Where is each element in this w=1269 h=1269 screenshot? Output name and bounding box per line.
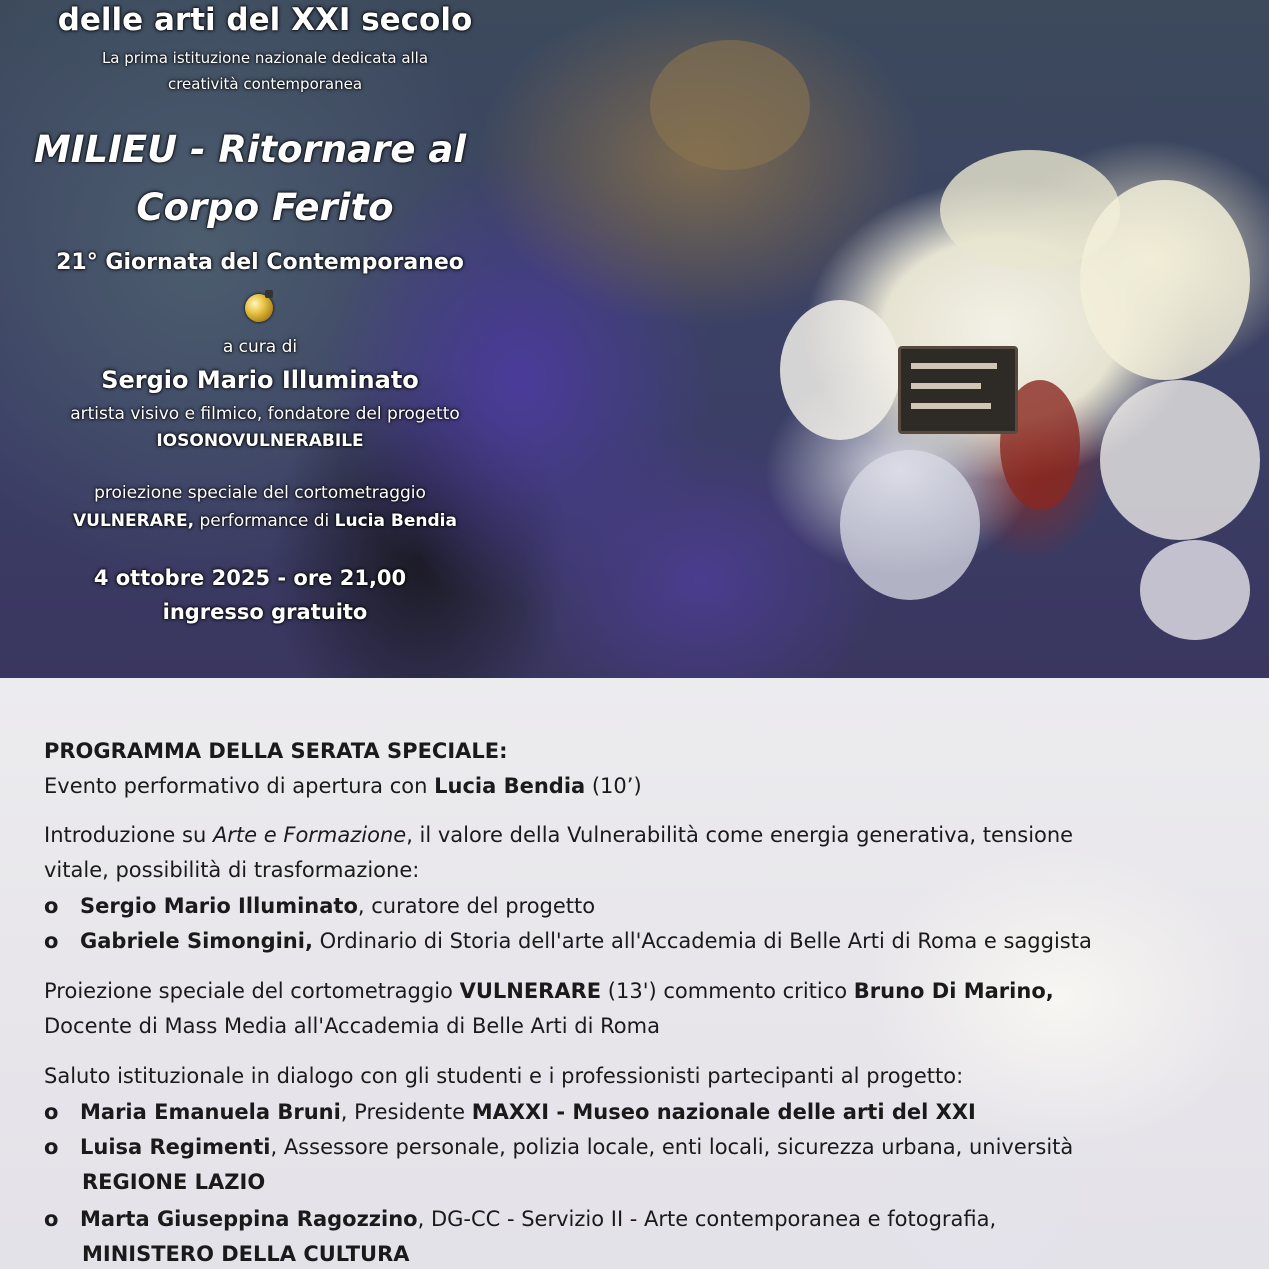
film-title: VULNERARE, xyxy=(73,511,195,531)
hero-title-line-2: Corpo Ferito xyxy=(136,186,394,229)
collage-box xyxy=(898,346,1018,434)
curator-role: artista visivo e filmico, fondatore del progetto xyxy=(70,404,460,424)
list-item: o Marta Giuseppina Ragozzino, DG-CC - Servizio II - Arte contemporanea e fotografia, xyxy=(44,1202,996,1237)
list-item: o Luisa Regimenti, Assessore personale, polizia locale, enti locali, sicurezza urbana, università xyxy=(44,1130,1073,1165)
paint-patch xyxy=(1080,180,1250,380)
curator-name: Sergio Mario Illuminato xyxy=(101,366,419,394)
list-item: o Maria Emanuela Bruni, Presidente MAXXI - Museo nazionale delle arti del XXI xyxy=(44,1095,976,1130)
bullet-icon: o xyxy=(44,1207,59,1231)
hero-heading: delle arti del XXI secolo xyxy=(57,2,473,38)
screening-line-1: Proiezione speciale del cortometraggio VULNERARE (13') commento critico Bruno Di Marino, xyxy=(44,979,1054,1003)
hero-tagline-2: creatività contemporanea xyxy=(167,75,363,93)
performer-name: Lucia Bendia xyxy=(334,511,457,531)
hero-title-line-1: MILIEU - Ritornare al xyxy=(33,128,467,171)
program-heading: PROGRAMMA DELLA SERATA SPECIALE: xyxy=(44,739,508,763)
event-datetime: 4 ottobre 2025 - ore 21,00 xyxy=(93,566,407,590)
greeting-line: Saluto istituzionale in dialogo con gli studenti e i professionisti partecipanti al progetto: xyxy=(44,1064,964,1088)
paint-patch xyxy=(650,40,810,170)
opening-performer: Lucia Bendia xyxy=(434,774,586,798)
paint-patch xyxy=(1100,380,1260,540)
list-item: o Sergio Mario Illuminato, curatore del progetto xyxy=(44,889,595,924)
intro-topic: Arte e Formazione xyxy=(212,823,407,847)
screening-line-2: Docente di Mass Media all'Accademia di Belle Arti di Roma xyxy=(44,1014,660,1038)
entry-info: ingresso gratuito xyxy=(162,600,368,624)
hero-subtitle: 21° Giornata del Contemporaneo xyxy=(56,250,464,275)
screening-critic: Bruno Di Marino, xyxy=(853,979,1054,1003)
paint-patch xyxy=(780,300,900,440)
opening-event: Evento performativo di apertura con Lucia Bendia (10’) xyxy=(44,774,642,798)
gold-seal-icon xyxy=(245,294,273,322)
screening-film: VULNERARE xyxy=(459,979,602,1003)
paint-patch xyxy=(1140,540,1250,640)
screening-detail xyxy=(20,508,510,534)
intro-line-2: vitale, possibilità di trasformazione: xyxy=(44,858,420,882)
official-org: MINISTERO DELLA CULTURA xyxy=(82,1242,410,1266)
intro-line-1: Introduzione su Arte e Formazione, il valore della Vulnerabilità come energia generativa, tensione xyxy=(44,823,1074,847)
bullet-icon: o xyxy=(44,1135,59,1159)
official-org: REGIONE LAZIO xyxy=(82,1170,266,1194)
list-item: o Gabriele Simongini, Ordinario di Storia dell'arte all'Accademia di Belle Arti di Roma e saggista xyxy=(44,924,1092,959)
project-name: IOSONOVULNERABILE xyxy=(156,431,364,451)
performance-text: performance di xyxy=(194,511,335,531)
program-panel xyxy=(0,678,1269,1269)
bullet-icon: o xyxy=(44,1100,59,1124)
curated-by-label: a cura di xyxy=(222,337,298,357)
paint-patch xyxy=(840,450,980,600)
screening-label: proiezione speciale del cortometraggio xyxy=(94,483,426,503)
hero-tagline-1: La prima istituzione nazionale dedicata alla xyxy=(101,49,429,67)
bullet-icon: o xyxy=(44,894,59,918)
bullet-icon: o xyxy=(44,929,59,953)
